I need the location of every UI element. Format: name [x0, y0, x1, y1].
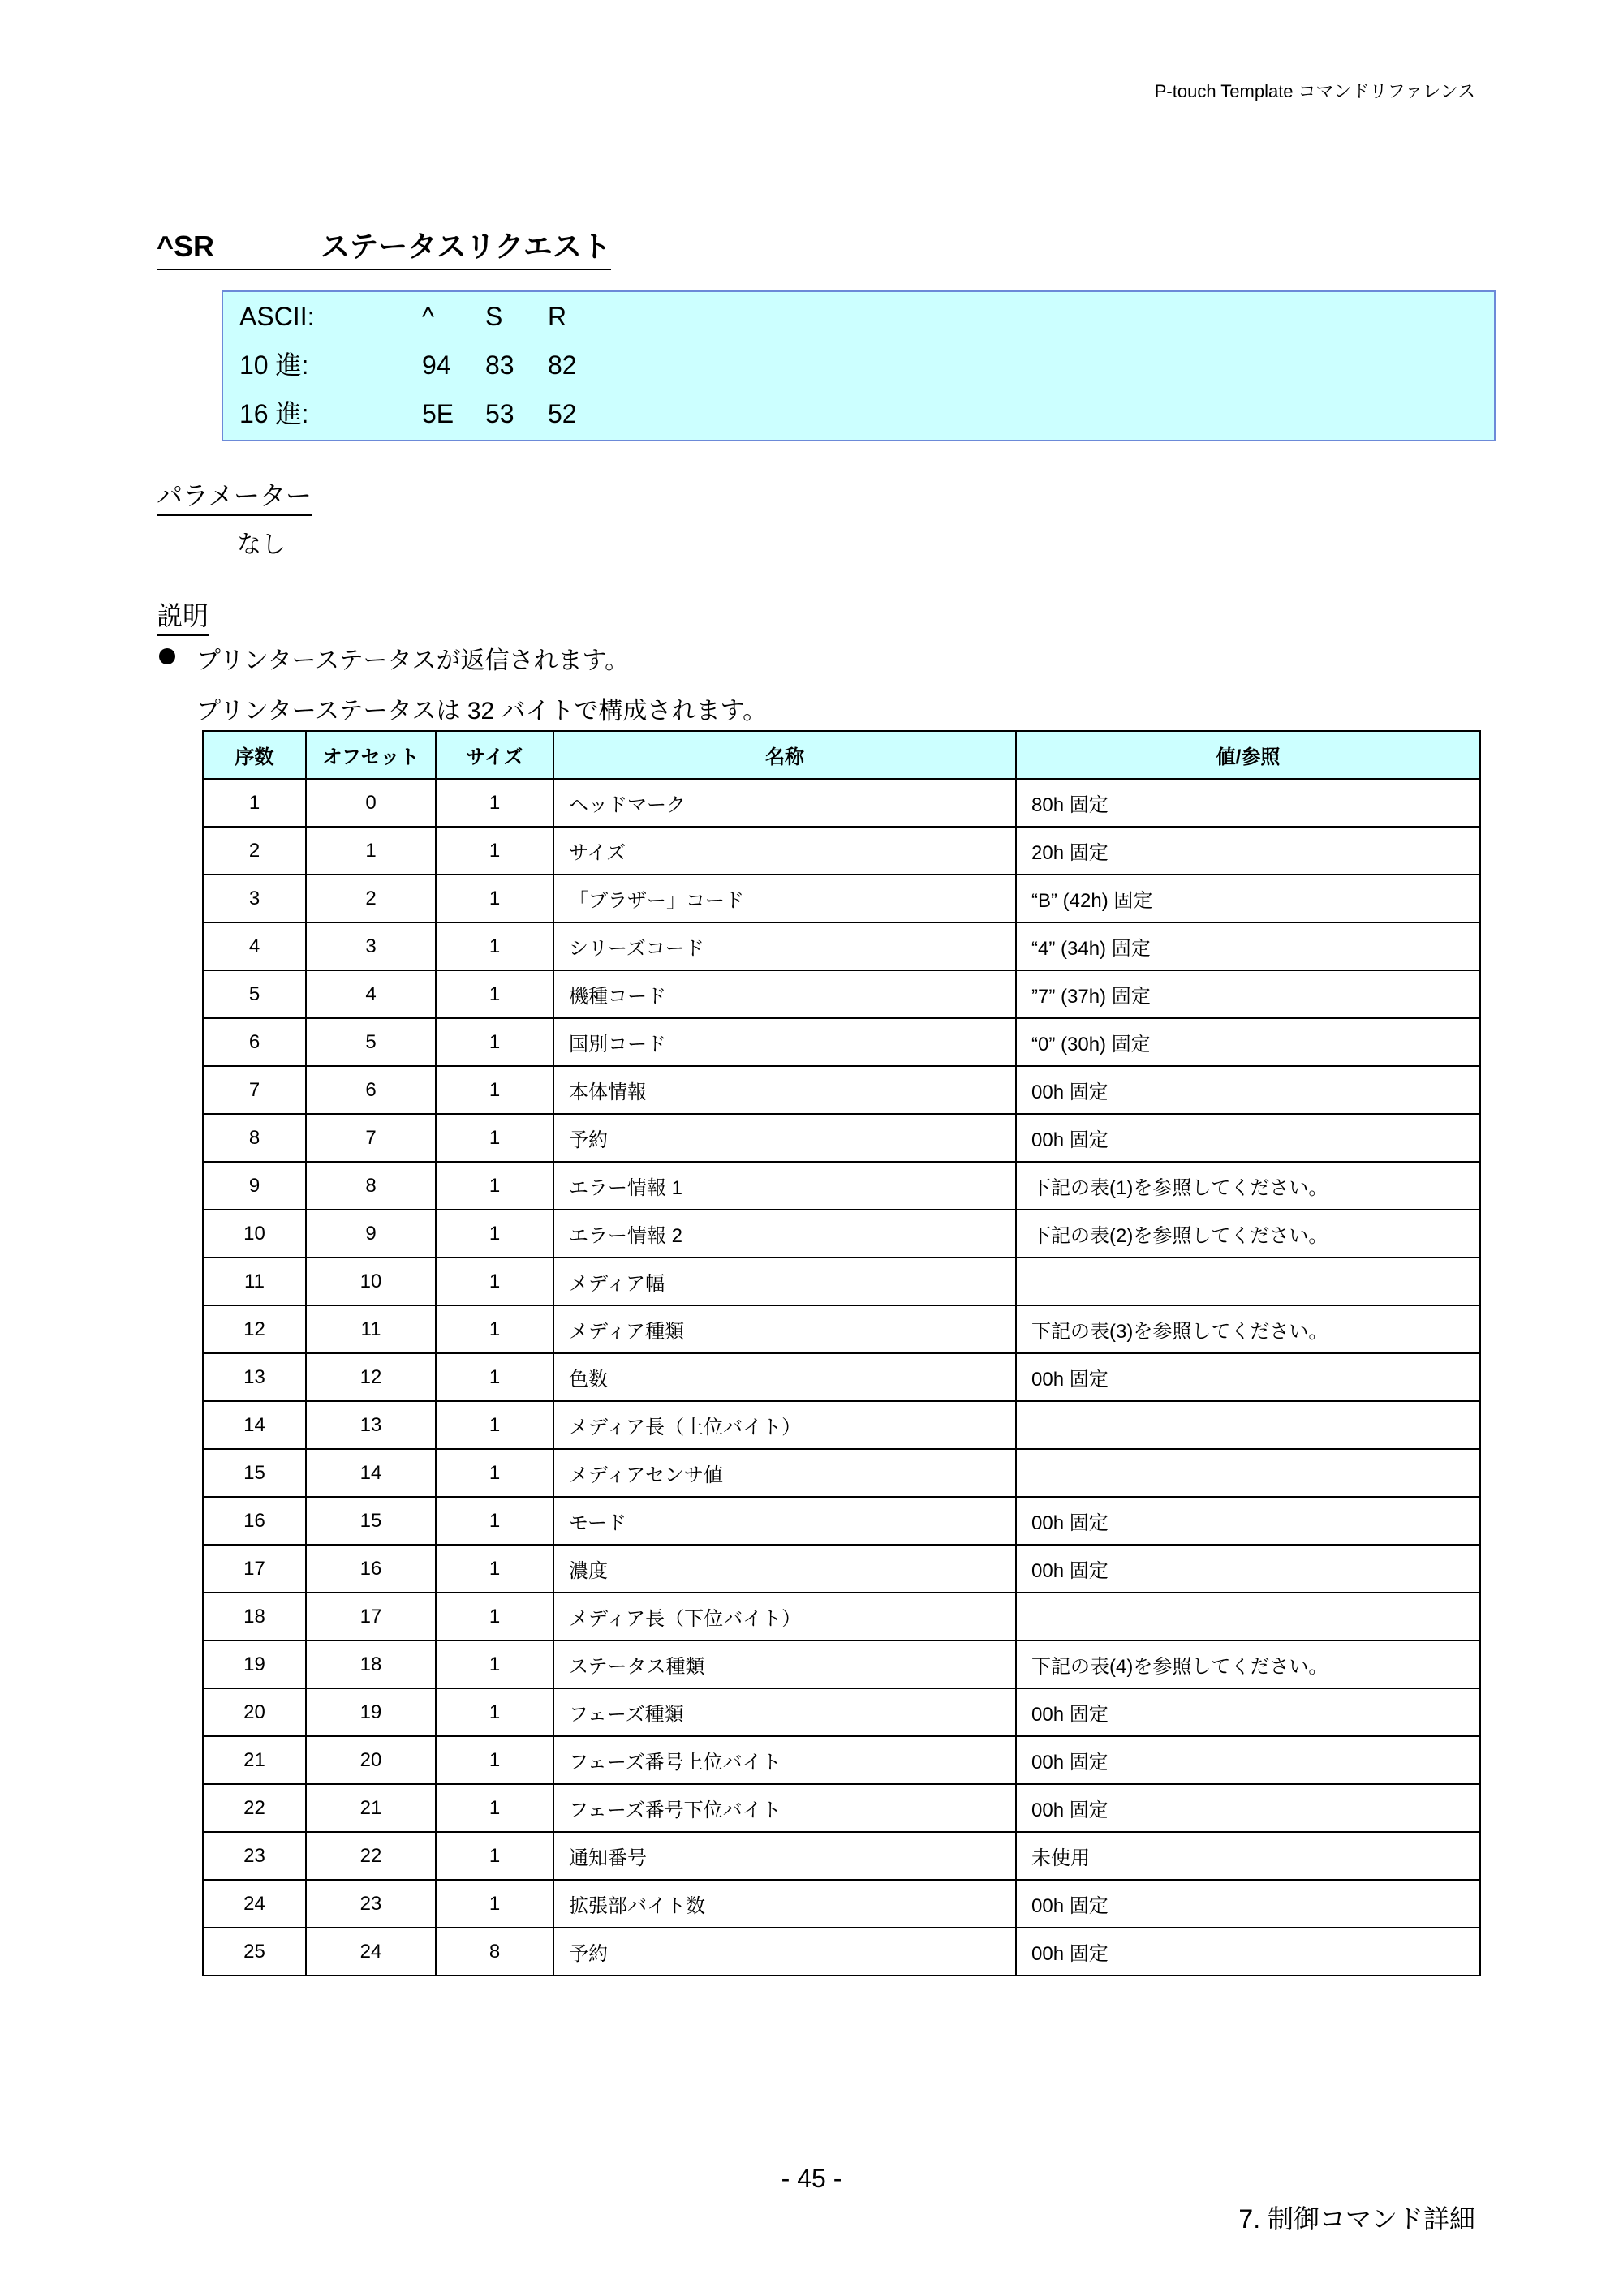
cell-size: 1: [436, 1258, 553, 1305]
cell-name: 機種コード: [553, 970, 1016, 1018]
cell-size: 1: [436, 1305, 553, 1353]
cell-name: メディア種類: [553, 1305, 1016, 1353]
cell-size: 1: [436, 1832, 553, 1880]
cell-name: 色数: [553, 1353, 1016, 1401]
parameters-value: なし: [237, 531, 286, 558]
cell-size: 1: [436, 1114, 553, 1162]
cell-size: 1: [436, 779, 553, 827]
cell-value: 00h 固定: [1016, 1353, 1480, 1401]
code-value: ^: [422, 302, 435, 331]
cell-offset: 14: [306, 1449, 436, 1497]
cell-ordinal: 14: [203, 1401, 306, 1449]
table-row: [203, 1066, 1480, 1114]
cell-name: 濃度: [553, 1545, 1016, 1593]
table-row: [203, 1114, 1480, 1162]
cell-ordinal: 20: [203, 1688, 306, 1736]
table-row: [203, 1832, 1480, 1880]
cell-name: 通知番号: [553, 1832, 1016, 1880]
table-row: [203, 827, 1480, 875]
column-header: オフセット: [306, 731, 436, 779]
table-row: [203, 1353, 1480, 1401]
cell-name: ステータス種類: [553, 1640, 1016, 1688]
column-header: 値/参照: [1016, 731, 1480, 779]
cell-value: 00h 固定: [1016, 1880, 1480, 1928]
code-row-label: 16 進:: [239, 399, 309, 428]
column-header: 名称: [553, 731, 1016, 779]
cell-size: 1: [436, 1210, 553, 1258]
cell-value: 00h 固定: [1016, 1784, 1480, 1832]
cell-name: サイズ: [553, 827, 1016, 875]
description-line-2: プリンターステータスは 32 バイトで構成されます。: [196, 698, 768, 724]
cell-offset: 3: [306, 922, 436, 970]
cell-value: 未使用: [1016, 1832, 1480, 1880]
cell-offset: 11: [306, 1305, 436, 1353]
cell-size: 1: [436, 1353, 553, 1401]
cell-offset: 16: [306, 1545, 436, 1593]
cell-value: “B” (42h) 固定: [1016, 875, 1480, 922]
cell-offset: 4: [306, 970, 436, 1018]
table-row: [203, 1736, 1480, 1784]
cell-offset: 24: [306, 1928, 436, 1976]
page-number: - 45 -: [781, 2164, 842, 2193]
cell-size: 1: [436, 827, 553, 875]
table-row: [203, 1401, 1480, 1449]
table-row: [203, 1210, 1480, 1258]
cell-offset: 15: [306, 1497, 436, 1545]
table-row: [203, 1162, 1480, 1210]
cell-name: 本体情報: [553, 1066, 1016, 1114]
code-value: 82: [548, 350, 577, 380]
code-value: R: [548, 302, 567, 331]
table-row: [203, 922, 1480, 970]
cell-offset: 7: [306, 1114, 436, 1162]
cell-name: モード: [553, 1497, 1016, 1545]
cell-value: “0” (30h) 固定: [1016, 1018, 1480, 1066]
cell-offset: 10: [306, 1258, 436, 1305]
document-header-title: P-touch Template コマンドリファレンス: [1154, 81, 1475, 101]
cell-value: 下記の表(3)を参照してください。: [1016, 1305, 1480, 1353]
code-row-label: 10 進:: [239, 350, 309, 380]
cell-name: フェーズ番号上位バイト: [553, 1736, 1016, 1784]
cell-name: 国別コード: [553, 1018, 1016, 1066]
cell-size: 1: [436, 875, 553, 922]
cell-name: 予約: [553, 1928, 1016, 1976]
cell-size: 1: [436, 922, 553, 970]
cell-offset: 9: [306, 1210, 436, 1258]
cell-size: 1: [436, 970, 553, 1018]
cell-ordinal: 23: [203, 1832, 306, 1880]
code-value: S: [485, 302, 503, 331]
cell-size: 1: [436, 1497, 553, 1545]
cell-size: 1: [436, 1880, 553, 1928]
parameters-heading: パラメーター: [157, 475, 312, 516]
table-row: [203, 1545, 1480, 1593]
cell-ordinal: 2: [203, 827, 306, 875]
cell-size: 1: [436, 1545, 553, 1593]
cell-offset: 19: [306, 1688, 436, 1736]
cell-size: 8: [436, 1928, 553, 1976]
table-row: [203, 1880, 1480, 1928]
column-header: サイズ: [436, 731, 553, 779]
table-row: [203, 1449, 1480, 1497]
cell-ordinal: 3: [203, 875, 306, 922]
cell-value: 80h 固定: [1016, 779, 1480, 827]
cell-name: エラー情報 1: [553, 1162, 1016, 1210]
cell-value: 下記の表(4)を参照してください。: [1016, 1640, 1480, 1688]
command-code-box: [222, 290, 1496, 441]
cell-name: メディア長（下位バイト）: [553, 1593, 1016, 1640]
cell-value: [1016, 1593, 1480, 1640]
cell-ordinal: 16: [203, 1497, 306, 1545]
cell-ordinal: 5: [203, 970, 306, 1018]
bullet-icon: [159, 648, 175, 664]
cell-offset: 2: [306, 875, 436, 922]
code-row-label: ASCII:: [239, 302, 315, 331]
cell-ordinal: 15: [203, 1449, 306, 1497]
cell-name: シリーズコード: [553, 922, 1016, 970]
table-row: [203, 1593, 1480, 1640]
cell-offset: 22: [306, 1832, 436, 1880]
cell-offset: 8: [306, 1162, 436, 1210]
cell-size: 1: [436, 1784, 553, 1832]
cell-ordinal: 1: [203, 779, 306, 827]
cell-value: 00h 固定: [1016, 1066, 1480, 1114]
code-value: 5E: [422, 399, 454, 428]
cell-ordinal: 6: [203, 1018, 306, 1066]
cell-ordinal: 7: [203, 1066, 306, 1114]
cell-value: 00h 固定: [1016, 1114, 1480, 1162]
description-line-1: プリンターステータスが返信されます。: [196, 647, 630, 674]
cell-ordinal: 4: [203, 922, 306, 970]
code-value: 83: [485, 350, 514, 380]
table-row: [203, 1497, 1480, 1545]
code-value: 52: [548, 399, 577, 428]
cell-name: 拡張部バイト数: [553, 1880, 1016, 1928]
cell-ordinal: 17: [203, 1545, 306, 1593]
table-row: [203, 875, 1480, 922]
cell-name: メディア長（上位バイト）: [553, 1401, 1016, 1449]
cell-name: メディアセンサ値: [553, 1449, 1016, 1497]
cell-value: [1016, 1258, 1480, 1305]
section-title: [157, 224, 611, 270]
cell-size: 1: [436, 1162, 553, 1210]
cell-ordinal: 10: [203, 1210, 306, 1258]
cell-ordinal: 18: [203, 1593, 306, 1640]
cell-ordinal: 22: [203, 1784, 306, 1832]
column-header: 序数: [203, 731, 306, 779]
cell-ordinal: 8: [203, 1114, 306, 1162]
cell-offset: 18: [306, 1640, 436, 1688]
cell-value: 00h 固定: [1016, 1497, 1480, 1545]
cell-offset: 0: [306, 779, 436, 827]
cell-ordinal: 19: [203, 1640, 306, 1688]
cell-ordinal: 25: [203, 1928, 306, 1976]
table-row: [203, 1784, 1480, 1832]
footer-chapter: 7. 制御コマンド詳細: [1238, 2204, 1475, 2234]
cell-name: エラー情報 2: [553, 1210, 1016, 1258]
cell-ordinal: 21: [203, 1736, 306, 1784]
cell-offset: 20: [306, 1736, 436, 1784]
cell-ordinal: 24: [203, 1880, 306, 1928]
cell-size: 1: [436, 1066, 553, 1114]
code-value: 94: [422, 350, 451, 380]
cell-name: 「ブラザー」コード: [553, 875, 1016, 922]
table-row: [203, 1018, 1480, 1066]
cell-value: 20h 固定: [1016, 827, 1480, 875]
cell-value: 下記の表(2)を参照してください。: [1016, 1210, 1480, 1258]
cell-value: 00h 固定: [1016, 1545, 1480, 1593]
cell-offset: 23: [306, 1880, 436, 1928]
cell-value: 00h 固定: [1016, 1928, 1480, 1976]
table-row: [203, 779, 1480, 827]
cell-size: 1: [436, 1593, 553, 1640]
cell-name: フェーズ番号下位バイト: [553, 1784, 1016, 1832]
cell-ordinal: 13: [203, 1353, 306, 1401]
table-row: [203, 1640, 1480, 1688]
cell-size: 1: [436, 1401, 553, 1449]
cell-size: 1: [436, 1018, 553, 1066]
table-header-row: [203, 731, 1480, 779]
code-value: 53: [485, 399, 514, 428]
cell-value: [1016, 1449, 1480, 1497]
command-title: ステータスリクエスト: [321, 230, 611, 263]
table-row: [203, 970, 1480, 1018]
table-row: [203, 1305, 1480, 1353]
status-table: [202, 730, 1481, 1976]
cell-offset: 13: [306, 1401, 436, 1449]
cell-offset: 6: [306, 1066, 436, 1114]
cell-size: 1: [436, 1449, 553, 1497]
cell-size: 1: [436, 1736, 553, 1784]
cell-value: 00h 固定: [1016, 1688, 1480, 1736]
cell-size: 1: [436, 1640, 553, 1688]
cell-offset: 17: [306, 1593, 436, 1640]
cell-offset: 12: [306, 1353, 436, 1401]
cell-value: 00h 固定: [1016, 1736, 1480, 1784]
cell-value: ”7” (37h) 固定: [1016, 970, 1480, 1018]
cell-name: メディア幅: [553, 1258, 1016, 1305]
cell-ordinal: 9: [203, 1162, 306, 1210]
cell-ordinal: 12: [203, 1305, 306, 1353]
cell-offset: 1: [306, 827, 436, 875]
cell-value: 下記の表(1)を参照してください。: [1016, 1162, 1480, 1210]
cell-value: [1016, 1401, 1480, 1449]
command-code: ^SR: [157, 230, 215, 263]
table-row: [203, 1688, 1480, 1736]
cell-name: ヘッドマーク: [553, 779, 1016, 827]
cell-offset: 21: [306, 1784, 436, 1832]
cell-name: 予約: [553, 1114, 1016, 1162]
cell-size: 1: [436, 1688, 553, 1736]
table-row: [203, 1928, 1480, 1976]
description-heading: 説明: [157, 595, 209, 636]
cell-name: フェーズ種類: [553, 1688, 1016, 1736]
cell-value: “4” (34h) 固定: [1016, 922, 1480, 970]
cell-ordinal: 11: [203, 1258, 306, 1305]
cell-offset: 5: [306, 1018, 436, 1066]
table-row: [203, 1258, 1480, 1305]
